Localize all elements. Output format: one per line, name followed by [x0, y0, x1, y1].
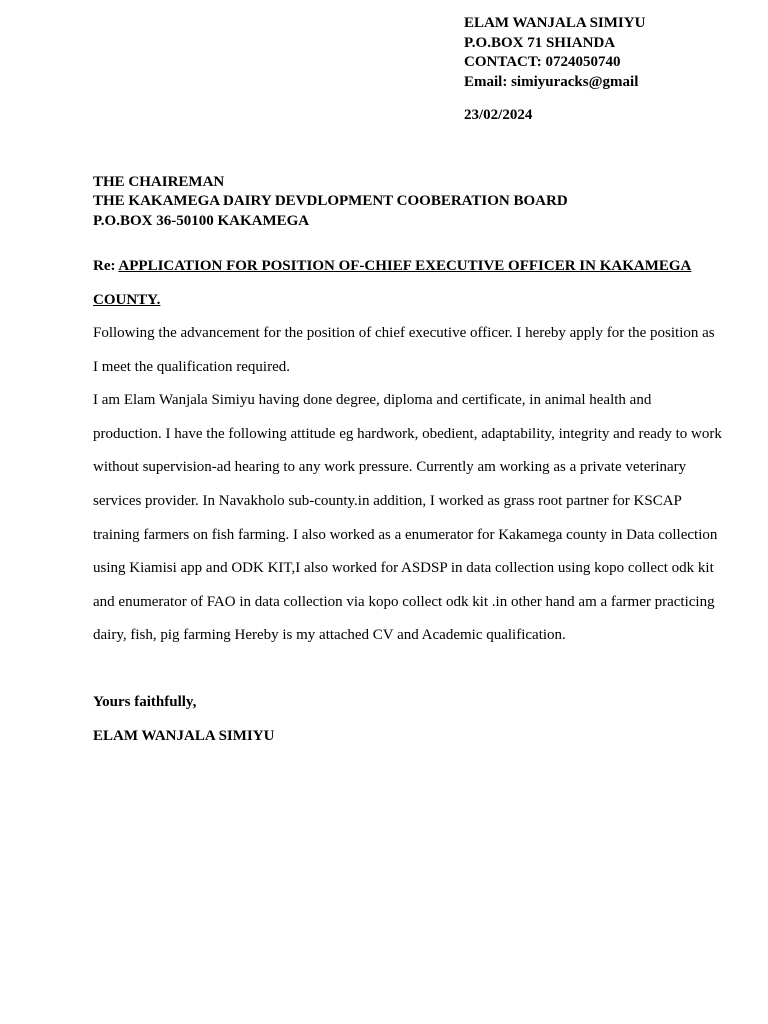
- sender-email: Email: simiyuracks@gmail: [464, 73, 639, 90]
- recipient-address: P.O.BOX 36-50100 KAKAMEGA: [93, 212, 310, 229]
- sender-block: [464, 14, 645, 92]
- sender-name: ELAM WANJALA SIMIYU: [464, 15, 646, 31]
- recipient-organization: THE KAKAMEGA DAIRY DEVDLOPMENT COOBERATION BOARD: [93, 193, 568, 210]
- letter-body: [93, 317, 723, 653]
- signature-name: ELAM WANJALA SIMIYU: [93, 727, 275, 744]
- subject-prefix: Re:: [93, 258, 119, 274]
- closing-block: [93, 686, 274, 753]
- sender-contact: CONTACT: 0724050740: [464, 54, 621, 70]
- subject-text: APPLICATION FOR POSITION OF-CHIEF EXECUTIVE OFFICER IN KAKAMEGA COUNTY.: [93, 258, 692, 308]
- body-paragraph-1: Following the advancement for the position of chief executive officer. I hereby apply for the position as I meet the qualification required.: [93, 325, 715, 375]
- sender-address: P.O.BOX 71 SHIANDA: [464, 34, 616, 51]
- closing-salutation: Yours faithfully,: [93, 694, 197, 710]
- recipient-title: THE CHAIREMAN: [93, 174, 225, 190]
- letter-date: 23/02/2024: [464, 107, 533, 123]
- body-paragraph-2: I am Elam Wanjala Simiyu having done degree, diploma and certificate, in animal health and production. I have the following attitude eg hardwork, obedient, adaptability, integrity and ready to work without supervision-ad hearing to any work pressure. Currently am working as a private veterinary services provider. In Navakholo sub-county.in addition, I worked as grass root partner for KSCAP training farmers on fish farming. I also worked as a enumerator for Kakamega county in Data collection using Kiamisi app and ODK KIT,I also worked for ASDSP in data collection using kopo collect odk kit and enumerator of FAO in data collection via kopo collect odk kit .in other hand am a farmer practicing dairy, fish, pig farming Hereby is my attached CV and Academic qualification.: [93, 392, 722, 644]
- subject-line: [93, 250, 723, 317]
- recipient-block: [93, 173, 568, 231]
